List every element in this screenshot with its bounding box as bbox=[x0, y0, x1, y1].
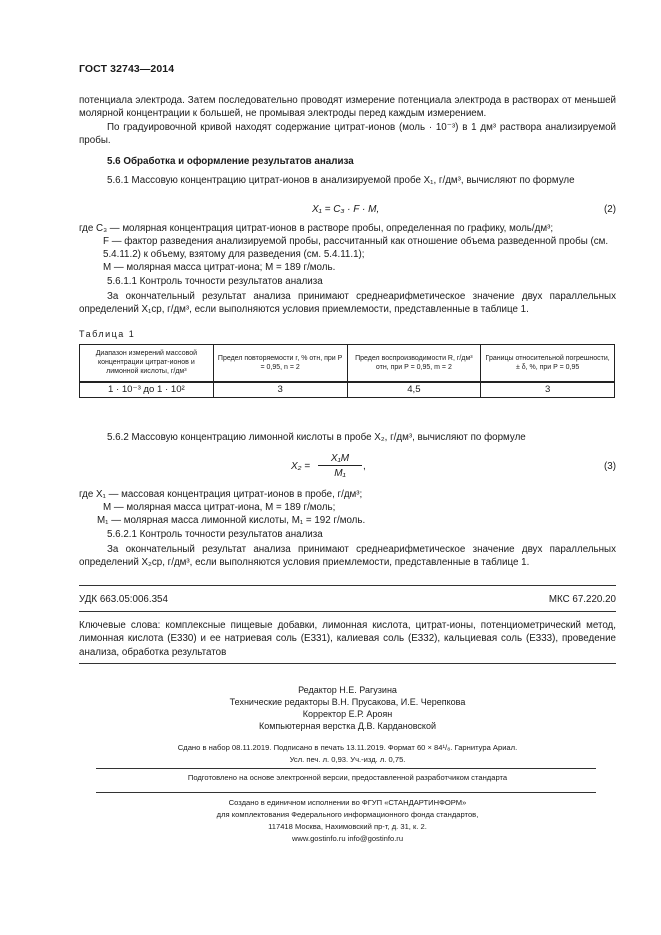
table-cell-reproducibility: 4,5 bbox=[347, 382, 481, 398]
formula-3-denominator: M₁ bbox=[334, 468, 346, 479]
formula-2-definition-m: M — молярная масса цитрат-иона; M = 189 г/моль. bbox=[103, 262, 336, 273]
divider bbox=[79, 585, 616, 586]
formula-3-definition-m1: M₁ — молярная масса лимонной кислоты, M₁ = 192 г/моль. bbox=[97, 515, 366, 526]
paragraph-5-6-1: 5.6.1 Массовую концентрацию цитрат-ионов в анализируемой пробе X₁, г/дм³, вычисляют по формуле bbox=[107, 175, 575, 186]
table-cell-range: 1 · 10⁻³ до 1 · 10² bbox=[80, 382, 214, 398]
paragraph-5-6-2: 5.6.2 Массовую концентрацию лимонной кислоты в пробе X₂, г/дм³, вычисляют по формуле bbox=[107, 432, 526, 443]
formula-3-definition-m: M — молярная масса цитрат-иона, M = 189 г/моль; bbox=[103, 502, 336, 513]
print-info-2: Усл. печ. л. 0,93. Уч.-изд. л. 0,75. bbox=[289, 755, 406, 764]
formula-3-fraction bbox=[318, 453, 362, 479]
table-caption: Таблица 1 bbox=[79, 329, 136, 339]
paragraph-5-6-2-1-text: За окончательный результат анализа принимают среднеарифметическое значение двух параллельных определений X₂ср, г/дм³, если выполняются условия приемлемости, представленные в таблице 1. bbox=[79, 544, 616, 569]
formula-3-lhs: X₂ = bbox=[291, 461, 311, 472]
credit-editor: Редактор Н.Е. Рагузина bbox=[298, 685, 397, 695]
udk-code: УДК 663.05:006.354 bbox=[79, 594, 168, 605]
document-header: ГОСТ 32743—2014 bbox=[79, 63, 175, 75]
table-header-repeatability: Предел повторяемости r, % отн, при P = 0,95, n = 2 bbox=[213, 345, 347, 382]
paragraph-5-6-2-1: 5.6.2.1 Контроль точности результатов анализа bbox=[107, 529, 323, 540]
created-line-3: 117418 Москва, Нахимовский пр-т, д. 31, к. 2. bbox=[268, 822, 427, 831]
created-line-1: Создано в единичном исполнении во ФГУП «СТАНДАРТИНФОРМ» bbox=[228, 798, 467, 807]
divider bbox=[96, 792, 596, 793]
table-header-error: Границы относительной погрешности, ± δ, %, при P = 0,95 bbox=[481, 345, 615, 382]
formula-3-numerator: X₁M bbox=[318, 453, 362, 466]
credit-tech-editors: Технические редакторы В.Н. Прусакова, И.Е. Черепкова bbox=[229, 697, 466, 707]
created-line-4: www.gostinfo.ru info@gostinfo.ru bbox=[291, 834, 404, 843]
divider bbox=[96, 768, 596, 769]
formula-3-comma: , bbox=[363, 461, 366, 472]
divider bbox=[79, 663, 616, 664]
formula-3-definition-x1: где X₁ — массовая концентрация цитрат-ионов в пробе, г/дм³; bbox=[79, 489, 363, 500]
section-title: 5.6 Обработка и оформление результатов анализа bbox=[107, 156, 354, 167]
credit-layout: Компьютерная верстка Д.В. Кардановской bbox=[258, 721, 437, 731]
print-info-1: Сдано в набор 08.11.2019. Подписано в печать 13.11.2019. Формат 60 × 84¹/₈. Гарнитура Ариал. bbox=[177, 743, 518, 752]
prepared-note: Подготовлено на основе электронной версии, предоставленной разработчиком стандарта bbox=[187, 773, 508, 782]
mks-code: МКС 67.220.20 bbox=[548, 594, 616, 605]
keywords: Ключевые слова: комплексные пищевые добавки, лимонная кислота, цитрат-ионы, потенциометрический метод, лимонная кислота (E330) и ее натриевая соль (E331), калиевая соль (E332), кальциевая соль (E333), проведение анализа, обработка результатов bbox=[79, 620, 616, 658]
table-cell-repeatability: 3 bbox=[213, 382, 347, 398]
formula-2-definition-c3: где C₃ — молярная концентрация цитрат-ионов в растворе пробы, определенная по графику, моль/дм³; bbox=[79, 223, 554, 234]
formula-2-definition-f: F — фактор разведения анализируемой пробы, рассчитанный как отношение объема разведенной пробы (см. 5.4.11.2) к объему, взятому для разведения (см. 5.4.11.1); bbox=[103, 236, 609, 260]
formula-3-number: (3) bbox=[604, 461, 616, 472]
created-line-2: для комплектования Федерального информационного фонда стандартов, bbox=[216, 810, 479, 819]
intro-paragraph-2: По градуировочной кривой находят содержание цитрат-ионов (моль · 10⁻³) в 1 дм³ раствора анализируемой пробы. bbox=[79, 122, 616, 147]
formula-2: X₁ = C₃ · F · M, bbox=[312, 204, 380, 215]
formula-2-number: (2) bbox=[604, 204, 616, 215]
credit-corrector: Корректор Е.Р. Ароян bbox=[302, 709, 393, 719]
paragraph-5-6-1-1: 5.6.1.1 Контроль точности результатов анализа bbox=[107, 276, 323, 287]
table-1 bbox=[79, 344, 615, 398]
table-cell-error: 3 bbox=[481, 382, 615, 398]
divider bbox=[79, 611, 616, 612]
table-row bbox=[80, 382, 615, 398]
table-header-range: Диапазон измерений массовой концентрации цитрат-ионов и лимонной кислоты, г/дм³ bbox=[80, 345, 214, 382]
paragraph-5-6-1-1-text: За окончательный результат анализа принимают среднеарифметическое значение двух параллельных определений X₁ср, г/дм³, если выполняются условия приемлемости, представленные в таблице 1. bbox=[79, 291, 616, 316]
table-header-reproducibility: Предел воспроизводимости R, г/дм³ отн, при P = 0,95, m = 2 bbox=[347, 345, 481, 382]
intro-paragraph-1: потенциала электрода. Затем последовательно проводят измерение потенциала электрода в растворах от меньшей молярной концентрации к большей, не промывая электроды перед каждым измерением. bbox=[79, 95, 616, 120]
